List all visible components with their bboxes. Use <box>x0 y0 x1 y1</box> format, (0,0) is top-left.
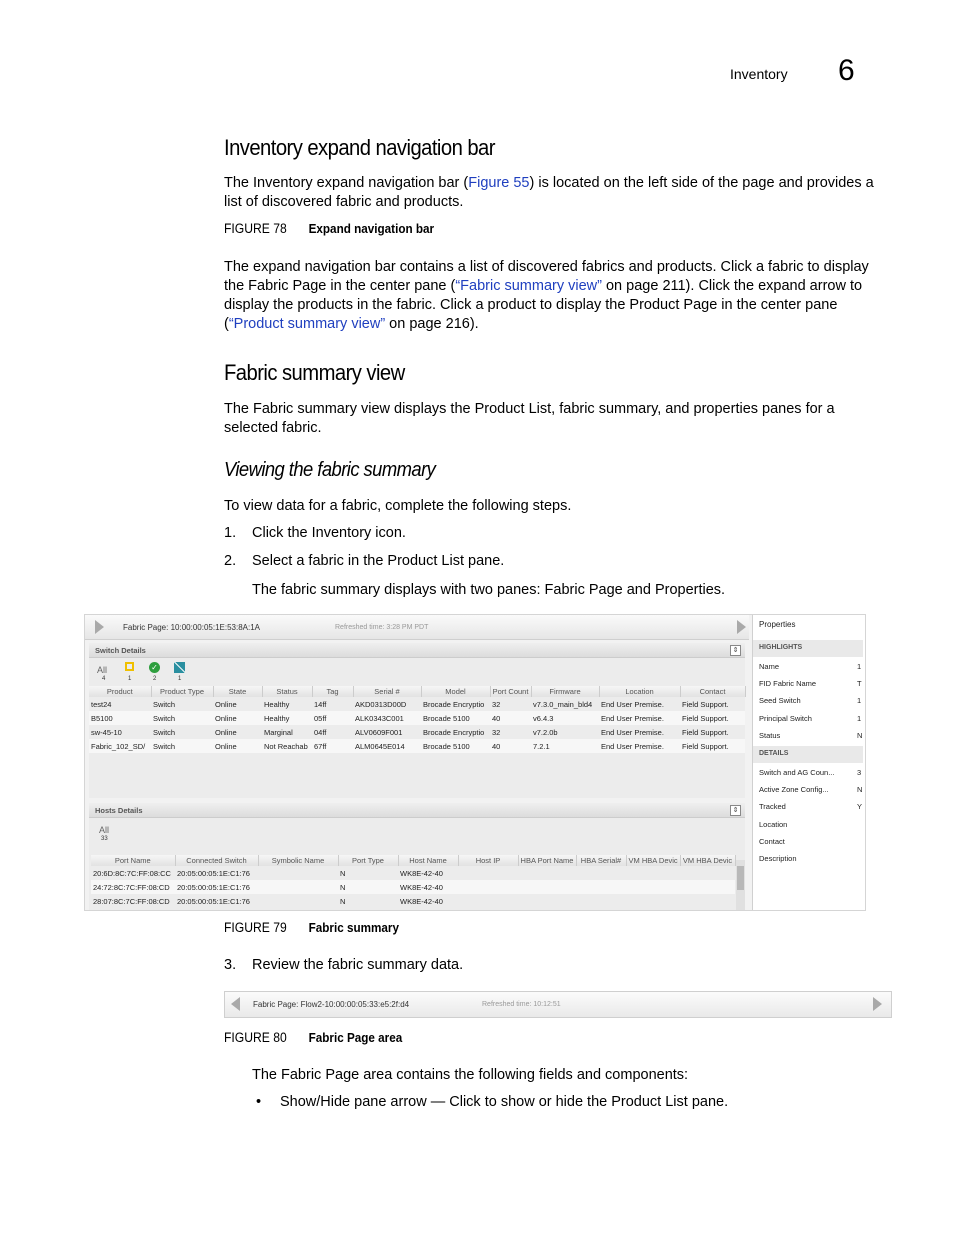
table-cell: 24:72:8C:7C:FF:08:CD <box>91 880 175 894</box>
switch-table-header <box>89 686 745 697</box>
table-row[interactable] <box>89 711 745 725</box>
table-cell: Switch <box>151 739 213 753</box>
steps-intro: To view data for a fabric, complete the following steps. <box>224 498 572 514</box>
table-cell: 40 <box>490 711 531 725</box>
table-cell: test24 <box>91 699 112 709</box>
table-cell <box>258 866 338 880</box>
ui-term: Fabric Page <box>281 1067 360 1083</box>
table-cell: End User Premise. <box>599 711 680 725</box>
step-2 <box>224 553 504 569</box>
table-cell <box>626 894 680 908</box>
table-cell: Field Support. <box>680 739 745 753</box>
table-cell: Online <box>213 739 262 753</box>
table-cell: WK8E-42-40 <box>400 896 443 906</box>
table-row[interactable] <box>91 880 735 894</box>
marginal-status-icon[interactable] <box>174 662 185 673</box>
property-label: FID Fabric Name <box>759 679 817 688</box>
table-cell: 40 <box>490 739 531 753</box>
switch-details-table <box>89 686 746 753</box>
property-value: N <box>857 785 863 794</box>
para-text: on page 216). <box>385 316 479 332</box>
table-cell: v7.2.0b <box>533 727 558 737</box>
table-row[interactable] <box>91 894 735 908</box>
table-cell: Field Support. <box>682 727 729 737</box>
property-value: T <box>857 679 862 688</box>
show-hide-pane-arrow-icon[interactable] <box>231 997 240 1011</box>
expand-collapse-icon[interactable]: ⇕ <box>730 645 741 656</box>
table-cell: 20:6D:8C:7C:FF:08:CC <box>93 868 171 878</box>
para-text: area contains the following fields and components: <box>359 1067 689 1083</box>
table-cell: 28:07:8C:7C:FF:08:CD <box>93 896 170 906</box>
fabric-page-area-screenshot <box>224 991 892 1018</box>
figure-label: FIGURE 78 <box>224 221 287 236</box>
table-cell: 7.2.1 <box>531 739 599 753</box>
property-value: 1 <box>857 696 862 705</box>
details-header <box>753 746 863 763</box>
table-cell: Switch <box>153 727 176 737</box>
table-cell: 20:05:00:05:1E:C1:76 <box>175 880 258 894</box>
table-cell: v7.3.0_main_bld4 <box>533 699 593 709</box>
property-value: 1 <box>857 662 862 671</box>
table-cell <box>626 866 680 880</box>
property-label: Location <box>759 820 788 829</box>
fabric-page-header <box>85 615 749 640</box>
refreshed-time: Refreshed time: 3:28 PM PDT <box>335 624 429 631</box>
table-cell: Healthy <box>264 699 290 709</box>
column-header[interactable]: Location <box>599 686 680 697</box>
column-header[interactable]: Host Name <box>398 855 458 866</box>
table-cell <box>576 894 626 908</box>
step-text: Review the fabric summary data. <box>252 957 464 973</box>
step-1 <box>224 525 406 541</box>
table-cell: Brocade 5100 <box>421 711 490 725</box>
column-header[interactable]: Connected Switch <box>175 855 258 866</box>
column-header[interactable]: Firmware <box>531 686 599 697</box>
table-cell: 05ff <box>312 711 353 725</box>
column-header[interactable]: Symbolic Name <box>258 855 338 866</box>
table-cell: Brocade Encryptio <box>423 699 485 709</box>
hosts-scrollbar[interactable] <box>736 860 745 910</box>
fabric-page-title: Fabric Page: Flow2-10:00:00:05:33:e5:2f:d4 <box>253 1000 410 1009</box>
step-note: The fabric summary displays with two panes: Fabric Page and Properties. <box>252 582 726 598</box>
figure-label: FIGURE 79 <box>224 920 287 935</box>
hosts-details-table <box>91 855 736 908</box>
section-title-expand-nav: Inventory expand navigation bar <box>224 135 495 160</box>
highlights-label: HIGHLIGHTS <box>759 644 803 651</box>
table-cell: N <box>340 896 346 906</box>
table-cell <box>576 880 626 894</box>
count-marginal: 1 <box>178 676 182 682</box>
table-cell: 14ff <box>314 699 327 709</box>
table-cell: End User Premise. <box>601 699 664 709</box>
table-cell: Brocade 5100 <box>421 739 490 753</box>
table-cell <box>258 880 338 894</box>
table-cell: End User Premise. <box>599 739 680 753</box>
column-header[interactable]: Contact <box>680 686 745 697</box>
properties-title: Properties <box>759 620 796 629</box>
table-cell: Online <box>215 727 237 737</box>
step-text: Click the Inventory icon. <box>252 525 406 541</box>
figure-80-caption <box>224 1030 402 1045</box>
count-all: 4 <box>102 676 106 682</box>
show-hide-properties-arrow-icon[interactable] <box>873 997 882 1011</box>
show-hide-properties-arrow-icon[interactable] <box>737 620 746 634</box>
fabric-summary-screenshot <box>84 614 866 911</box>
table-row[interactable] <box>91 866 735 880</box>
properties-pane <box>752 615 866 910</box>
table-cell <box>680 880 735 894</box>
table-cell <box>680 894 735 908</box>
table-cell <box>518 880 576 894</box>
table-cell: Online <box>213 711 262 725</box>
warning-status-icon[interactable] <box>125 662 134 671</box>
step-number: 3. <box>224 957 237 973</box>
step-number: 2. <box>224 553 237 569</box>
column-header[interactable]: Status <box>262 686 312 697</box>
para-text: The <box>252 1067 282 1083</box>
table-cell: Field Support. <box>680 711 745 725</box>
hosts-details-label: Hosts Details <box>95 806 143 815</box>
hosts-details-bar <box>89 803 745 818</box>
figure-label: FIGURE 80 <box>224 1030 287 1045</box>
running-header-section: Inventory <box>730 66 788 82</box>
property-label: Description <box>759 854 797 863</box>
figure-caption: Fabric Page area <box>308 1030 403 1045</box>
table-cell <box>576 866 626 880</box>
expand-collapse-icon[interactable]: ⇕ <box>730 805 741 816</box>
column-header[interactable]: Product <box>89 686 151 697</box>
closing-paragraph <box>252 1066 688 1085</box>
figure-caption: Fabric summary <box>308 920 399 935</box>
count-warning: 1 <box>128 676 132 682</box>
highlights-header <box>753 640 863 657</box>
column-header[interactable]: Product Type <box>151 686 213 697</box>
table-cell: Switch <box>153 699 176 709</box>
property-label: Status <box>759 731 781 740</box>
section1-paragraph <box>224 174 874 212</box>
column-header[interactable]: Port Type <box>338 855 398 866</box>
property-label: Active Zone Config... <box>759 785 829 794</box>
switch-details-label: Switch Details <box>95 646 146 655</box>
bullet-text: Show/Hide pane arrow — Click to show or hide the Product List pane. <box>280 1094 729 1110</box>
table-cell: Field Support. <box>682 699 729 709</box>
fabric-page-title: Fabric Page: 10:00:00:05:1E:53:8A:1A <box>123 623 260 632</box>
table-cell <box>458 894 518 908</box>
column-header[interactable]: Port Count <box>490 686 531 697</box>
hosts-count: 33 <box>101 836 108 842</box>
switch-details-bar <box>89 643 745 658</box>
column-header[interactable]: VM HBA Devic <box>680 855 735 866</box>
section2-paragraph: The Fabric summary view displays the Product List, fabric summary, and properties panes for a selected fabric. <box>224 401 835 436</box>
table-cell: ALV0609F001 <box>355 727 403 737</box>
table-cell: End User Premise. <box>601 727 664 737</box>
table-row[interactable] <box>89 697 745 711</box>
column-header[interactable]: Port Name <box>91 855 175 866</box>
count-healthy: 2 <box>153 676 157 682</box>
table-cell: N <box>338 880 398 894</box>
fabric-summary-view-link[interactable]: “Fabric summary view” <box>455 278 602 294</box>
table-cell: ALK0343C001 <box>353 711 421 725</box>
table-cell: Brocade Encryptio <box>423 727 485 737</box>
property-label: Principal Switch <box>759 714 812 723</box>
table-cell <box>680 866 735 880</box>
column-header[interactable]: Serial # <box>353 686 421 697</box>
property-label: Seed Switch <box>759 696 801 705</box>
step-3 <box>224 957 463 973</box>
table-cell: B5100 <box>89 711 151 725</box>
section-title-fabric-summary: Fabric summary view <box>224 360 405 385</box>
table-cell: Not Reachab <box>262 739 312 753</box>
show-hide-pane-arrow-icon[interactable] <box>95 620 104 634</box>
column-header[interactable]: HBA Port Name <box>518 855 576 866</box>
table-cell: Switch <box>151 711 213 725</box>
figure-79-caption <box>224 920 399 935</box>
property-value: N <box>857 731 863 740</box>
step-number: 1. <box>224 525 237 541</box>
table-row[interactable] <box>89 739 745 753</box>
step-text: Select a fabric in the Product List pane. <box>252 553 505 569</box>
table-cell: ALM0645E014 <box>353 739 421 753</box>
table-cell: 20:05:00:05:1E:C1:76 <box>177 868 250 878</box>
bullet-item <box>256 1094 728 1110</box>
property-value: Y <box>857 802 863 811</box>
table-cell: WK8E-42-40 <box>398 880 458 894</box>
figure-caption: Expand navigation bar <box>308 221 435 236</box>
details-label: DETAILS <box>759 750 789 757</box>
table-cell: 32 <box>492 727 501 737</box>
property-label: Contact <box>759 837 785 846</box>
subsection-title: Viewing the fabric summary <box>224 459 436 481</box>
table-cell <box>626 880 680 894</box>
table-cell <box>518 866 576 880</box>
column-header[interactable]: Model <box>421 686 490 697</box>
table-cell <box>258 894 338 908</box>
property-label: Tracked <box>759 802 786 811</box>
table-row[interactable] <box>89 725 745 739</box>
section1-paragraph-2 <box>224 258 874 334</box>
column-header[interactable]: HBA Serial# <box>576 855 626 866</box>
scrollbar-thumb[interactable] <box>737 866 744 890</box>
figure-55-link[interactable]: Figure 55 <box>468 175 530 191</box>
product-summary-view-link[interactable]: “Product summary view” <box>228 316 386 332</box>
column-header[interactable]: State <box>213 686 262 697</box>
table-cell <box>458 866 518 880</box>
para-text: ) is located on the left side of the page and provides a list of discovered fabric and products. <box>224 175 874 210</box>
table-cell: Online <box>215 699 237 709</box>
column-header[interactable]: Host IP <box>458 855 518 866</box>
table-cell: v6.4.3 <box>531 711 599 725</box>
hosts-filter-all[interactable]: All <box>99 825 110 835</box>
filter-all[interactable]: All <box>97 665 108 675</box>
property-value: 1 <box>857 714 862 723</box>
table-cell: Marginal <box>264 727 293 737</box>
para-text: on page 211). Click the expand arrow to display the products in the fabric. Click a product to display the Product Page in the center pane ( <box>224 278 863 332</box>
column-header[interactable]: Tag <box>312 686 353 697</box>
chapter-number: 6 <box>838 54 855 87</box>
table-cell: 20:05:00:05:1E:C1:76 <box>177 896 250 906</box>
healthy-status-icon[interactable]: ✓ <box>149 662 160 673</box>
para-text: The expand navigation bar contains a list of discovered fabrics and products. Click a fabric to display the Fabric Page in the center pane ( <box>224 259 869 294</box>
column-header[interactable]: VM HBA Devic <box>626 855 680 866</box>
property-value: 3 <box>857 768 862 777</box>
table-cell: 32 <box>492 699 501 709</box>
refreshed-time: Refreshed time: 10:12:51 <box>482 1001 561 1008</box>
property-label: Switch and AG Coun... <box>759 768 835 777</box>
table-cell <box>518 894 576 908</box>
table-cell: 04ff <box>314 727 327 737</box>
table-cell: 67ff <box>312 739 353 753</box>
property-label: Name <box>759 662 780 671</box>
table-cell: Fabric_102_SD/ <box>89 739 151 753</box>
table-cell: Healthy <box>262 711 312 725</box>
bullet-icon: • <box>256 1094 262 1110</box>
table-cell: AKD0313D00D <box>355 699 407 709</box>
table-cell: WK8E-42-40 <box>400 868 443 878</box>
figure-78-caption <box>224 221 434 236</box>
table-cell: sw-45-10 <box>91 727 122 737</box>
para-text: The Inventory expand navigation bar ( <box>224 175 469 191</box>
table-cell <box>458 880 518 894</box>
table-cell: N <box>340 868 346 878</box>
hosts-table-header <box>91 855 735 866</box>
